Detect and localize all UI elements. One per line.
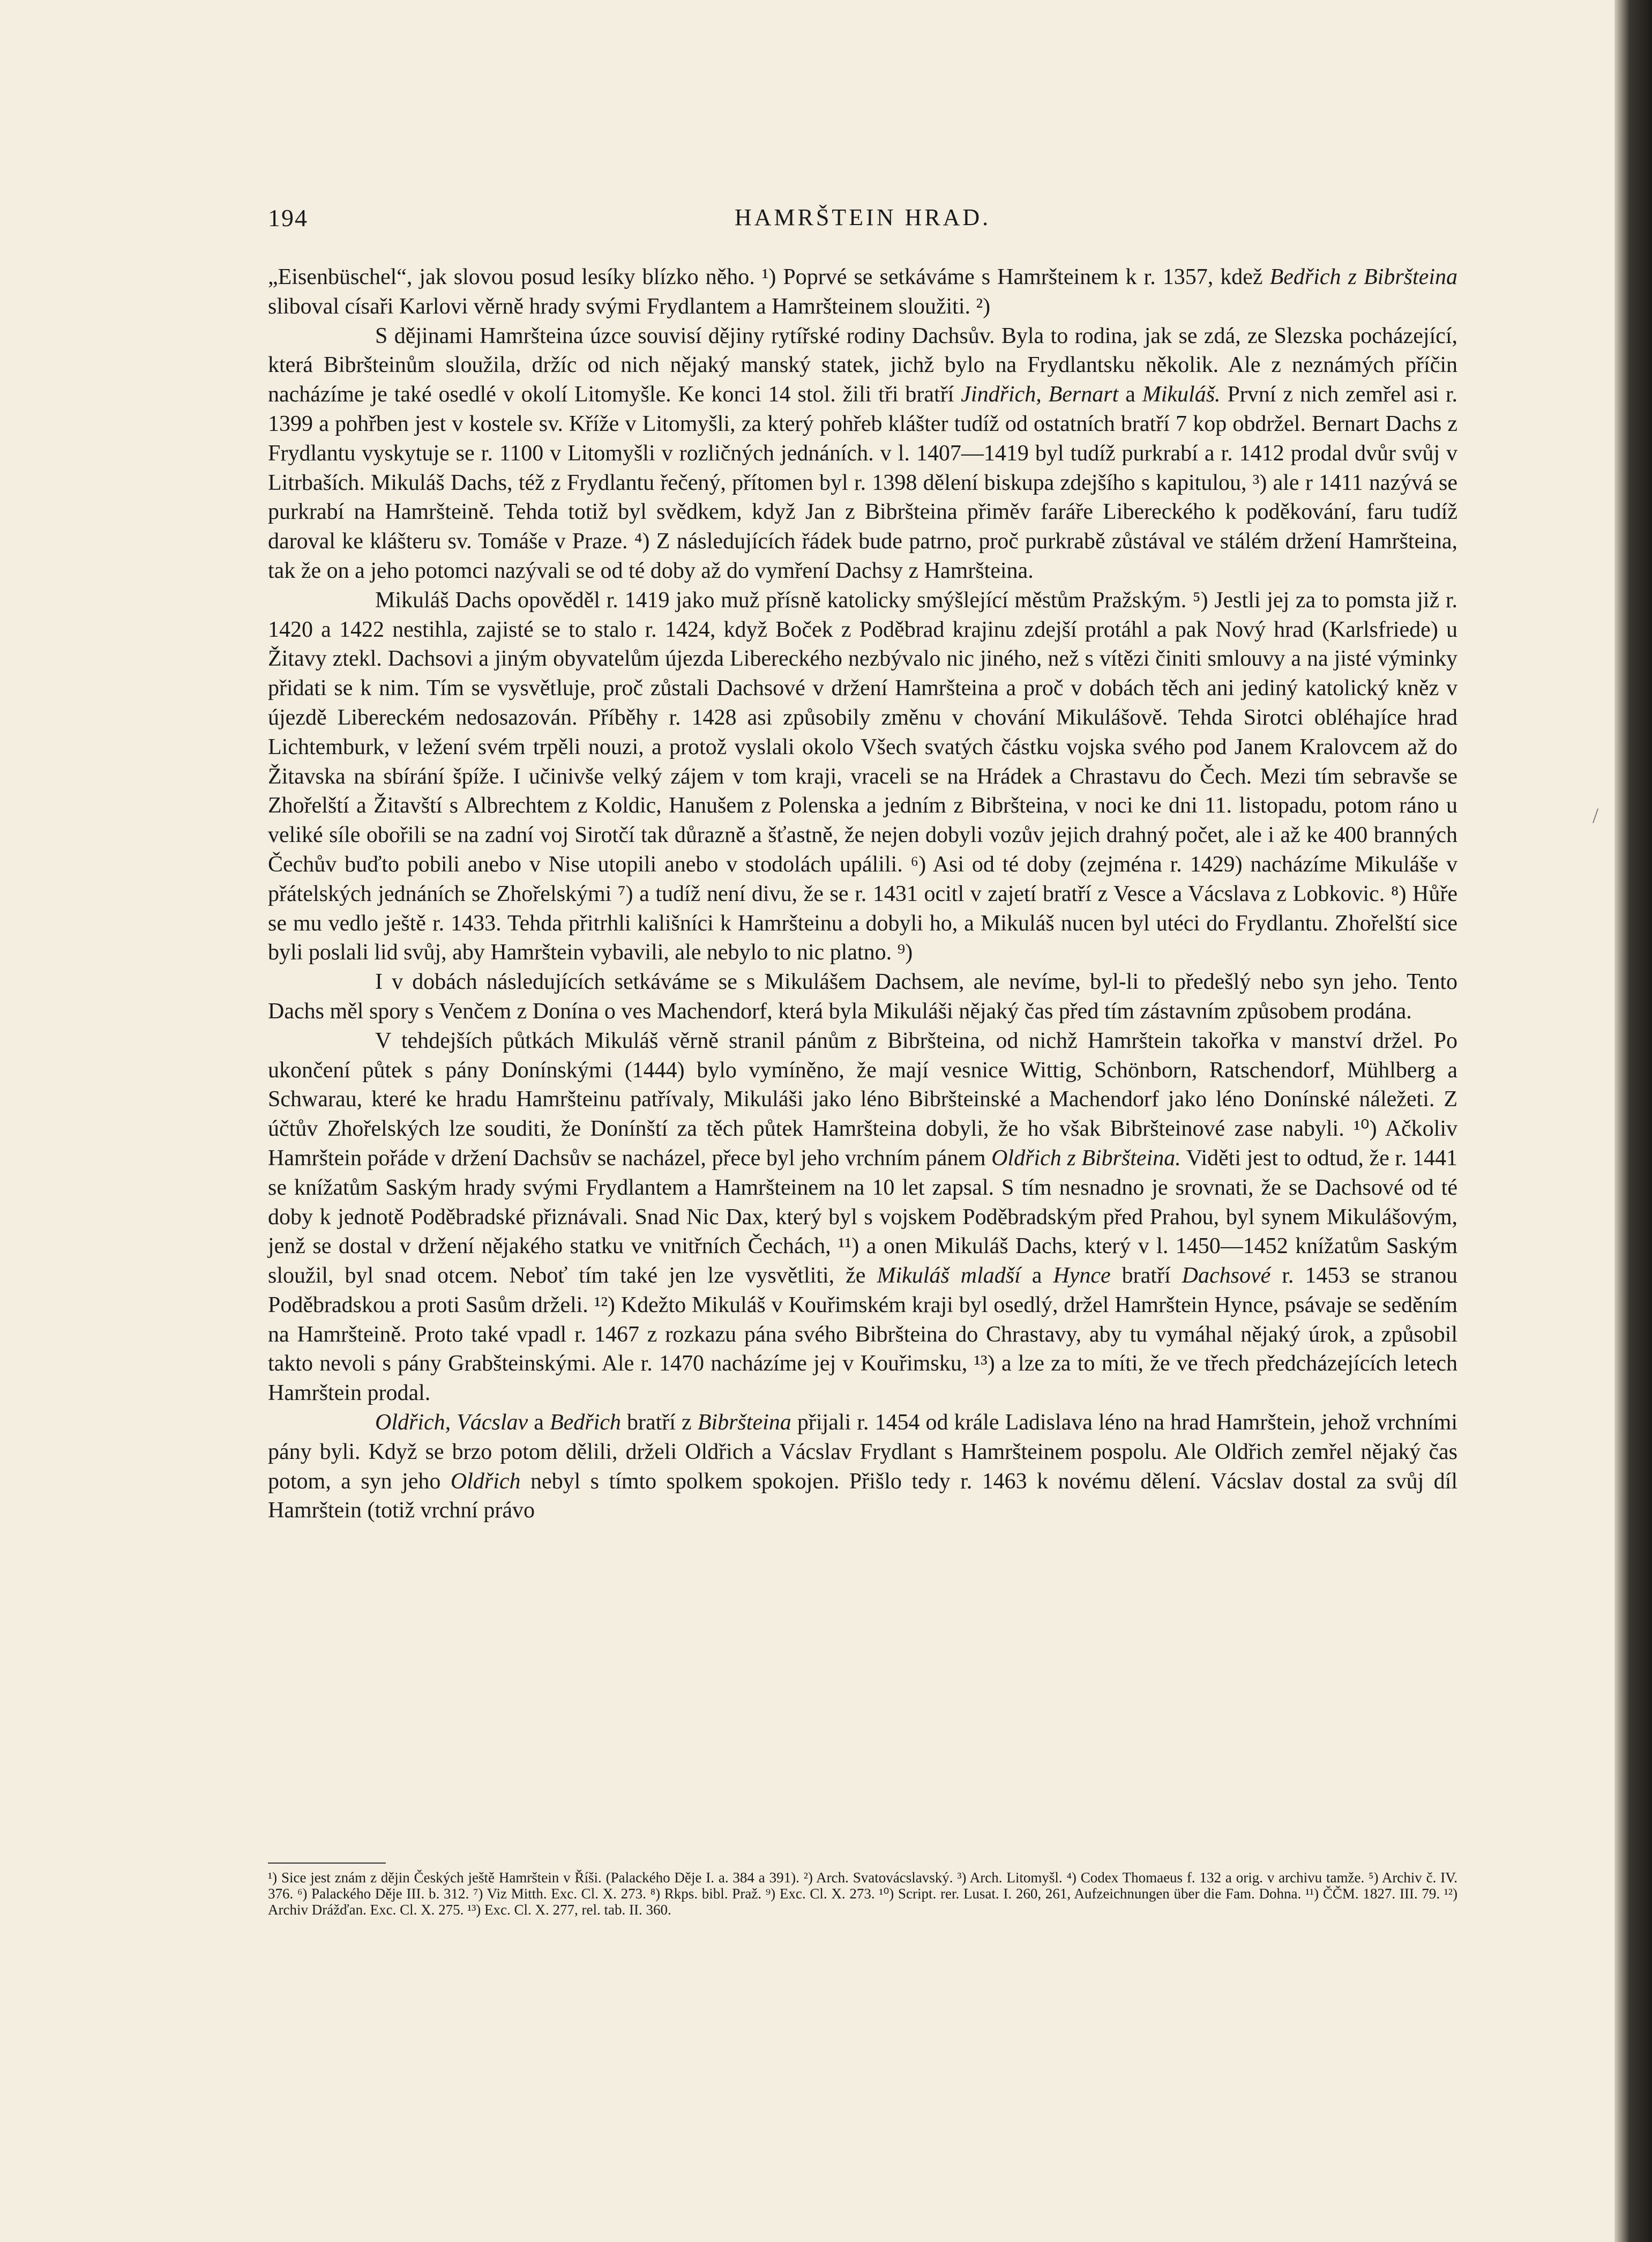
page-edge bbox=[1614, 0, 1652, 2242]
margin-mark: / bbox=[1593, 803, 1599, 828]
body-text bbox=[268, 263, 1457, 1525]
paragraph-1: „Eisenbüschel“, jak slovou posud lesíky blízko něho. ¹) Poprvé se setkáváme s Hamršteinem k r. 1357, kdež Bedřich z Bibršteina sliboval císaři Karlovi věrně hrady svými Frydlantem a Hamršteinem sloužiti. ²) bbox=[268, 265, 1457, 319]
paragraph-2: S dějinami Hamršteina úzce souvisí dějiny rytířské rodiny Dachsův. Byla to rodina, jak se zdá, ze Slezska pocházející, která Bibršteinům sloužila, držíc od nich nějaký manský statek, jichž bylo na Frydlantsku několik. Ale z neznámých příčin nacházíme je také osedlé v okolí Litomyšle. Ke konci 14 stol. žili tři bratří Jindřich, Bernart a Mikuláš. První z nich zemřel asi r. 1399 a pohřben jest v kostele sv. Kříže v Litomyšli, za který pohřeb klášter tudíž od ostatních bratří 7 kop obdržel. Bernart Dachs z Frydlantu vyskytuje se r. 1100 v Litomyšli v rozličných jednáních. v l. 1407—1419 byl tudíž purkrabí a r. 1412 prodal dvůr svůj v Litrbaších. Mikuláš Dachs, též z Frydlantu řečený, přítomen byl r. 1398 dělení biskupa zdejšího s kapitulou, ³) ale r 1411 nazývá se purkrabí na Hamršteině. Tehda totiž byl svědkem, když Jan z Bibršteina přiměv faráře Libereckého k poděkování, faru tudíž daroval ke klášteru sv. Tomáše v Praze. ⁴) Z následujících řádek bude patrno, proč purkrabě zůstával ve stálém držení Hamršteina, tak že on a jeho potomci nazývali se od té doby až do vymření Dachsy z Hamršteina. bbox=[268, 323, 1458, 583]
paragraph-4: I v dobách následujících setkáváme se s Mikulášem Dachsem, ale nevíme, byl-li to předešlý nebo syn jeho. Tento Dachs měl spory s Venčem z Donína o ves Machendorf, která byla Mikuláši nějaký čas před tím zástavním způsobem prodána. bbox=[268, 970, 1457, 1024]
page-header bbox=[268, 204, 1457, 241]
footnotes: ¹) Sice jest znám z dějin Českých ještě Hamrštein v Říši. (Palackého Děje I. a. 384 a 391). ²) Arch. Svatovácslavský. ³) Arch. Litomyšl. ⁴) Codex Thomaeus f. 132 a orig. v archivu tamže. ⁵) Archiv č. IV. 376. ⁶) Palackého Děje III. b. 312. ⁷) Viz Mitth. Exc. Cl. X. 273. ⁸) Rkps. bibl. Praž. ⁹) Exc. Cl. X. 273. ¹⁰) Script. rer. Lusat. I. 260, 261, Aufzeichnungen über die Fam. Dohna. ¹¹) ČČM. 1827. III. 79. ¹²) Archiv Drážďan. Exc. Cl. X. 275. ¹³) Exc. Cl. X. 277, rel. tab. II. 360. bbox=[268, 1869, 1457, 1918]
paragraph-3: Mikuláš Dachs opověděl r. 1419 jako muž přísně katolicky smýšlející městům Pražským. ⁵) Jestli jej za to pomsta již r. 1420 a 1422 nestihla, zajisté se to stalo r. 1424, když Boček z Poděbrad krajinu zdejší protáhl a pak Nový hrad (Karlsfriede) u Žitavy ztekl. Dachsovi a jiným obyvatelům újezda Libereckého nezbývalo nic jiného, než s vítězi činiti smlouvy a na jisté výminky přidati se k nim. Tím se vysvětluje, proč zůstali Dachsové v držení Hamršteina a proč v dobách těch ani jediný katolický kněz v újezdě Libereckém nedosazován. Příběhy r. 1428 asi způsobily změnu v chování Mikulášově. Tehda Sirotci obléhajíce hrad Lichtemburk, v ležení svém trpěli nouzi, a protož vyslali okolo Všech svatých částku vojska svého pod Janem Kralovcem až do Žitavska na sbírání špíže. I učinivše velký zájem v tom kraji, vraceli se na Hrádek a Chrastavu do Čech. Mezi tím sebravše se Zhořelští a Žitavští s Albrechtem z Koldic, Hanušem z Polenska a jedním z Bibršteina, v noci ke dni 11. listopadu, potom ráno u veliké síle obořili se na zadní voj Sirotčí tak důrazně a šťastně, že nejen dobyli vozův jejich drahný počet, ale i až ke 400 branných Čechův buďto pobili anebo v Nise utopili anebo v stodolách upálili. ⁶) Asi od té doby (zejména r. 1429) nacházíme Mikuláše v přátelských jednáních se Zhořelskými ⁷) a tudíž není divu, že se r. 1431 ocitl v zajetí bratří z Vesce a Vácslava z Lobkovic. ⁸) Hůře se mu vedlo ještě r. 1433. Tehda přitrhli kališníci k Hamršteinu a dobyli ho, a Mikuláš nucen byl utéci do Frydlantu. Zhořelští sice byli poslali lid svůj, aby Hamrštein vybavili, ale nebylo to nic platno. ⁹) bbox=[268, 587, 1457, 965]
running-head: HAMRŠTEIN HRAD. bbox=[734, 204, 991, 230]
paragraph-6: Oldřich, Vácslav a Bedřich bratří z Bibršteina přijali r. 1454 od krále Ladislava léno na hrad Hamrštein, jehož vrchními pány byli. Když se brzo potom dělili, drželi Oldřich a Vácslav Frydlant s Hamršteinem pospolu. Ale Oldřich zemřel nějaký čas potom, a syn jeho Oldřich nebyl s tímto spolkem spokojen. Přišlo tedy r. 1463 k novému dělení. Vácslav dostal za svůj díl Hamrštein (totiž vrchní právo bbox=[268, 1410, 1458, 1523]
paragraph-5: V tehdejších půtkách Mikuláš věrně stranil pánům z Bibršteina, od nichž Hamrštein takořka v manství držel. Po ukončení půtek s pány Donínskými (1444) bylo vymíněno, že mají vesnice Wittig, Schönborn, Ratschendorf, Mühlberg a Schwarau, které ke hradu Hamršteinu patřívaly, Mikuláši jako léno Bibršteinské a Machendorf jako léno Donínské náležeti. Z účtův Zhořelských lze souditi, že Donínští za těch půtek Hamršteina dobyli, že ho však Bibršteinové zase nabyli. ¹⁰) Ačkoliv Hamrštein pořáde v držení Dachsův se nacházel, přece byl jeho vrchním pánem Oldřich z Bibršteina. Viděti jest to odtud, že r. 1441 se knížatům Saským hrady svými Frydlantem a Hamršteinem na 10 let zapsal. S tím nesnadno je srovnati, že se Dachsové od té doby k jednotě Poděbradské přiznávali. Snad Nic Dax, který byl s vojskem Poděbradským před Prahou, byl synem Mikulášovým, jenž se dostal v držení nějakého statku ve vnitřních Čechách, ¹¹) a onen Mikuláš Dachs, který v l. 1450—1452 knížatům Saským sloužil, byl snad otcem. Neboť tím také jen lze vysvětliti, že Mikuláš mladší a Hynce bratří Dachsové r. 1453 se stranou Poděbradskou a proti Sasům drželi. ¹²) Kdežto Mikuláš v Kouřimském kraji byl osedlý, držel Hamrštein Hynce, psávaje se seděním na Hamršteině. Proto také vpadl r. 1467 z rozkazu pána svého Bibršteina do Chrastavy, aby tu vymáhal nějaký úrok, a způsobil takto nevoli s pány Grabšteinskými. Ale r. 1470 nacházíme jej v Kouřimsku, ¹³) a lze za to míti, že ve třech předcházejících letech Hamrštein prodal. bbox=[268, 1028, 1458, 1406]
page-number: 194 bbox=[268, 204, 308, 232]
footnote-rule bbox=[268, 1863, 386, 1864]
